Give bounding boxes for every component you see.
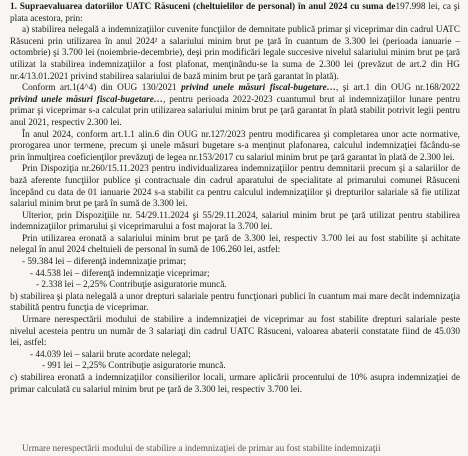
paragraph (10, 373, 460, 396)
paragraph (10, 234, 460, 257)
amount-list (10, 350, 460, 373)
list-item: - 991 lei – 2,25% Contribuţie asiguratorie muncă. (42, 361, 226, 372)
text-run: În anul 2024, conform art.1.1 alin.6 din OUG nr.127/2023 pentru modificarea şi completarea unor acte normative, prorogarea unor termene, precum şi unele măsuri bugetare s-a menţinut plafonarea, calculul indemnizaţiei făcându-se prin înmulţirea coeficienţilor prevăzuţi de legea nr.153/2017 cu salariul minim brut pe ţară garantat în plată de 2.300 lei. (10, 129, 460, 163)
text-run: Ulterior, prin Dispoziţiile nr. 54/29.11.2024 şi 55/29.11.2024, salariul minim brut pe ţară utilizat pentru stabilirea indemnizaţiilor primarului şi viceprimarului a fost majorat la 3.700 lei. (10, 210, 460, 233)
text-run: privind unele măsuri fiscal-bugetare… (181, 83, 336, 94)
text-run: , pentru perioada 2022-2023 cuantumul brut al indemnizaţiilor lunare pentru primar şi viceprimar s-a calculat prin utilizarea salariului minim brut pe ţară garantat în plată stabilit potrivit legii pentru anul 2021, respectiv 2.300 lei. (10, 94, 460, 128)
paragraph (10, 211, 460, 234)
text-run: Conform art.1(4^4) din OUG 130/2021 (22, 83, 182, 94)
text-run: a) stabilirea nelegală a indemnizaţiilor cuvenite funcţiilor de demnitate publică primar şi viceprimar din cadrul UATC Răsuceni prin utilizarea în anul 2024² a salariului minim brut pe ţară în cuantum de 3.300 lei (perioada ianuarie – octombrie) şi 3.700 lei (noiembrie-decembrie), deşi prin modificări legale succesive nivelul salariului minim brut pe ţară utilizat la stabilirea indemnizaţiilor a fost plafonat, menţinându-se la suma de 2.300 lei (prevăzut de art.2 din HG nr.4/13.01.2021 privind stabilirea salariului de bază minim brut pe ţară garantat în plată). (10, 25, 460, 82)
paragraph (10, 164, 460, 210)
text-run: , şi art.1 din OUG nr.168/2022 (335, 83, 460, 94)
text-run: Urmare nerespectării modului de stabilire a indemnizaţiei de viceprimar au fost stabilite drepturi salariale peste nivelul acesteia pentru un număr de 3 salariaţi din cadrul UATC Răsuceni, valoarea abaterii constatate fiind de 45.030 lei, astfel: (10, 315, 460, 349)
paragraph (10, 25, 460, 83)
paragraph (10, 83, 460, 129)
list-item: - 59.384 lei – diferenţă indemnizaţie primar; (22, 257, 187, 268)
paragraph (10, 444, 460, 456)
list-item: - 2.338 lei – 2,25% Contribuţie asiguratorie muncă. (36, 280, 227, 291)
paragraph (10, 2, 460, 25)
paragraph (10, 130, 460, 165)
text-run: 1. Supraevaluarea datoriilor UATC Răsuceni (cheltuielilor de personal) în anul 2024 cu suma de (10, 2, 396, 12)
amount-list (10, 257, 460, 292)
list-item: - 44.039 lei – salarii brute acordate nelegal; (30, 349, 191, 360)
paragraph (10, 292, 460, 315)
text-run: c) stabilirea eronată a indemnizaţiilor consilierilor locali, urmare aplicării procentului de 10% asupra indemnizaţiei de primar calculată cu salariul minim brut pe ţară de 3.300 lei, respectiv 3.700 lei. (10, 373, 460, 395)
text-run: Prin Dispoziţia nr.260/15.11.2023 pentru individualizarea indemnizaţiilor pentru demnitarii precum şi a salariilor de bază aferente funcţiilor publice şi contractuale din cadrul aparatului de specialitate al primarului comunei Răsuceni începând cu data de 01 ianuarie 2024 s-a stabilit ca pentru calculul indemnizaţiilor şi drepturilor salariale să fie utilizat salariul minim brut pe ţară în sumă de 3.300 lei. (10, 164, 460, 210)
text-run: Prin utilizarea eronată a salariului minim brut pe ţară de 3.300 lei, respectiv 3.700 lei au fost stabilite şi achitate nelegal în anul 2024 cheltuieli de personal în sumă de 106.260 lei, astfel: (10, 233, 460, 256)
list-item: - 44.538 lei – diferenţă indemnizaţie viceprimar; (30, 268, 210, 279)
text-run: 197.998 lei, ca şi plata acestora, prin: (10, 2, 460, 24)
text-run: b) stabilirea şi plata nelegală a unor drepturi salariale pentru funcţionari publici în cuantum mai mare decât indemnizaţia stabilită pentru funcţia de viceprimar. (10, 291, 460, 314)
paragraph (10, 315, 460, 350)
text-run: privind unele măsuri fiscal-bugetare… (10, 94, 164, 105)
text-run: Urmare nerespectării modului de stabilire a indemnizaţiei de primar au fost stabilite indemnizaţii (22, 444, 381, 455)
